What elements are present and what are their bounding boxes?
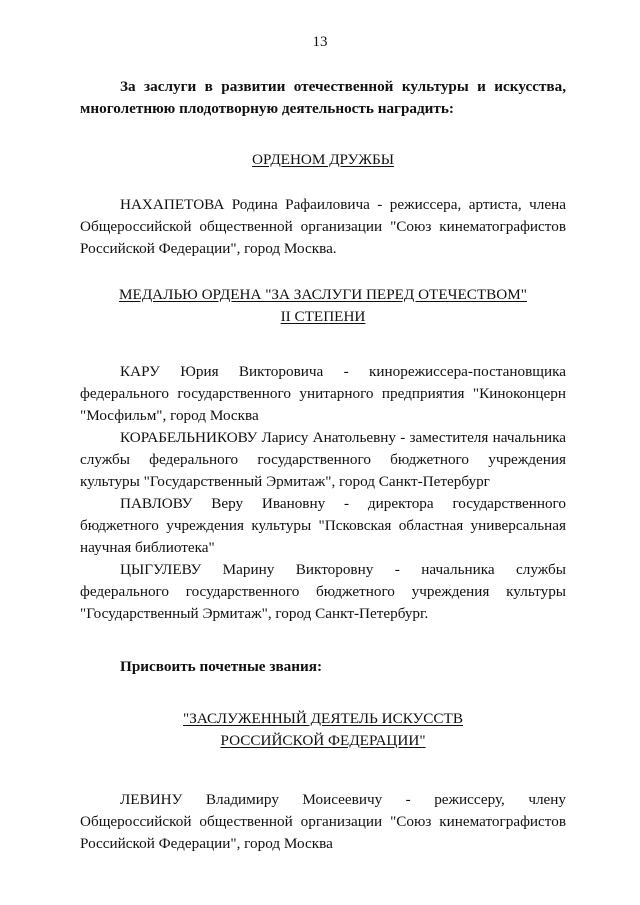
award-title-medal [80, 284, 566, 328]
award-intro: За заслуги в развитии отечественной культуры и искусства, многолетнюю плодотворную деятельность наградить: [80, 78, 566, 117]
recipient-paragraph: КАРУ Юрия Викторовича - кинорежиссера-постановщика федерального государственного унитарного предприятия "Киноконцерн "Мосфильм", город Москва [80, 363, 566, 424]
page-number: 13 [312, 34, 328, 50]
honorary-title-line-1: "ЗАСЛУЖЕННЫЙ ДЕЯТЕЛЬ ИСКУССТВ [183, 710, 463, 727]
document-body [80, 76, 566, 855]
recipient-paragraph: ПАВЛОВУ Веру Ивановну - директора государственного бюджетного учреждения культуры "Псковская областная универсальная научная библиотека" [80, 495, 566, 556]
honorary-titles-intro: Присвоить почетные звания: [120, 658, 323, 675]
award-title-medal-line-1: МЕДАЛЬЮ ОРДЕНА "ЗА ЗАСЛУГИ ПЕРЕД ОТЕЧЕСТВОМ" [119, 286, 527, 303]
recipient-paragraph: ЛЕВИНУ Владимиру Моисеевичу - режиссеру, члену Общероссийской общественной организации "Союз кинематографистов Российской Федерации", город Москва [80, 791, 566, 852]
recipient-paragraph: НАХАПЕТОВА Родина Рафаиловича - режиссера, артиста, члена Общероссийской общественной организации "Союз кинематографистов Российской Федерации", город Москва. [80, 196, 566, 257]
award-title-medal-line-2: II СТЕПЕНИ [280, 308, 366, 325]
recipient-paragraph: КОРАБЕЛЬНИКОВУ Ларису Анатольевну - заместителя начальника службы федерального государственного бюджетного учреждения культуры "Государственный Эрмитаж", город Санкт-Петербург [80, 429, 566, 490]
honorary-title-line-2: РОССИЙСКОЙ ФЕДЕРАЦИИ" [220, 732, 426, 749]
honorary-title-heading [80, 708, 566, 752]
award-title-order-of-friendship: ОРДЕНОМ ДРУЖБЫ [252, 151, 394, 168]
recipient-paragraph: ЦЫГУЛЕВУ Марину Викторовну - начальника службы федерального государственного бюджетного учреждения культуры "Государственный Эрмитаж", город Санкт-Петербург. [80, 561, 566, 622]
